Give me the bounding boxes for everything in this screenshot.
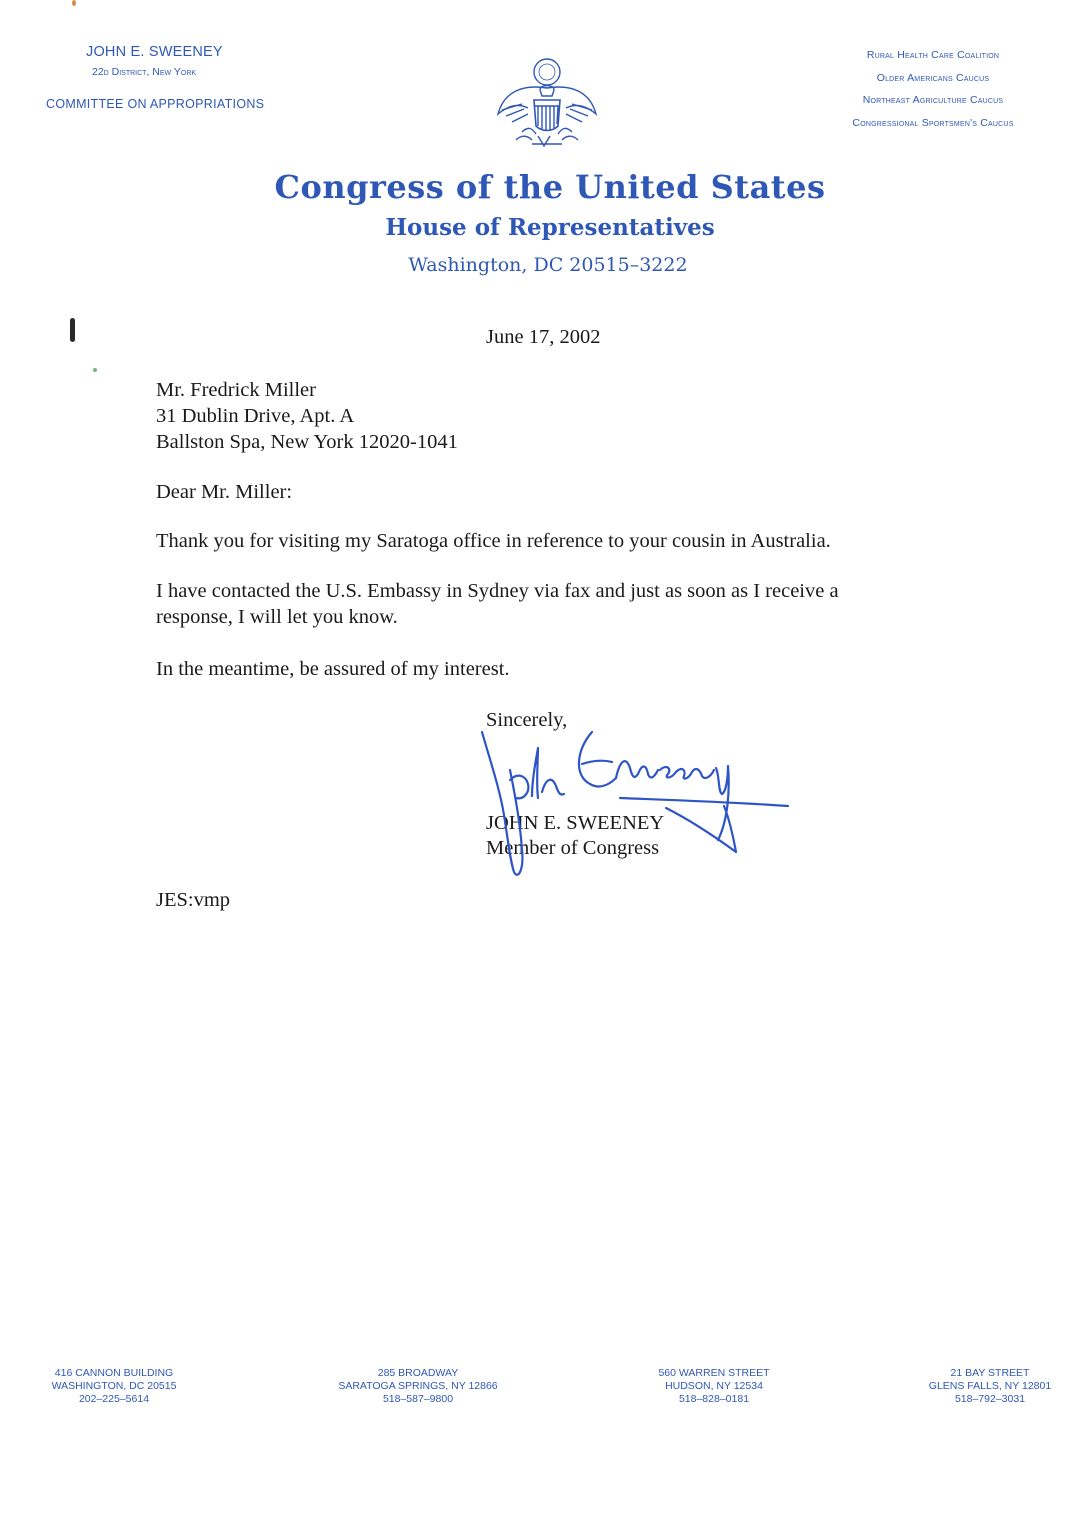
typist-initials: JES:vmp bbox=[156, 889, 231, 911]
footer-office bbox=[14, 1367, 214, 1406]
office-line: 416 CANNON BUILDING bbox=[54, 1367, 174, 1379]
house-title: House of Representatives bbox=[385, 214, 715, 241]
letter-date: June 17, 2002 bbox=[486, 326, 601, 348]
body-paragraph: In the meantime, be assured of my interest. bbox=[156, 658, 510, 680]
congress-title: Congress of the United States bbox=[274, 168, 826, 206]
caucus-item: Congressional Sportsmen's Caucus bbox=[852, 116, 1014, 129]
closing: Sincerely, bbox=[486, 709, 568, 731]
body-paragraph: I have contacted the U.S. Embassy in Sydney via fax and just as soon as I receive a response, I will let you know. bbox=[156, 580, 839, 628]
scan-speck bbox=[72, 0, 76, 6]
letterhead-committee: COMMITTEE ON APPROPRIATIONS bbox=[46, 97, 265, 111]
caucus-list bbox=[813, 44, 1053, 134]
letterhead-district: 22d District, New York bbox=[92, 66, 197, 78]
signer-title: Member of Congress bbox=[486, 837, 660, 859]
footer-office bbox=[614, 1367, 814, 1406]
caucus-item: Older Americans Caucus bbox=[876, 71, 990, 84]
body-paragraph: Thank you for visiting my Saratoga office in reference to your cousin in Australia. bbox=[156, 530, 831, 552]
caucus-item: Rural Health Care Coalition bbox=[866, 49, 1000, 61]
office-line: 285 BROADWAY bbox=[377, 1367, 459, 1379]
scan-speck bbox=[93, 368, 97, 372]
scan-speck bbox=[70, 318, 75, 342]
footer-office bbox=[318, 1367, 518, 1406]
office-line: WASHINGTON, DC 20515 bbox=[51, 1380, 177, 1392]
recipient-street: 31 Dublin Drive, Apt. A bbox=[156, 405, 355, 427]
caucus-item: Northeast Agriculture Caucus bbox=[862, 94, 1004, 106]
letterhead-member-name: JOHN E. SWEENEY bbox=[86, 44, 223, 60]
office-phone: 518–587–9800 bbox=[382, 1393, 454, 1405]
office-line: SARATOGA SPRINGS, NY 12866 bbox=[338, 1380, 498, 1392]
office-line: 560 WARREN STREET bbox=[658, 1367, 770, 1379]
office-line: GLENS FALLS, NY 12801 bbox=[928, 1380, 1052, 1392]
congress-address-line: Washington, DC 20515–3222 bbox=[408, 254, 688, 276]
recipient-address bbox=[156, 377, 458, 455]
salutation: Dear Mr. Miller: bbox=[156, 481, 293, 503]
office-phone: 518–792–3031 bbox=[954, 1393, 1026, 1405]
office-line: HUDSON, NY 12534 bbox=[665, 1380, 763, 1392]
office-line: 21 BAY STREET bbox=[950, 1367, 1030, 1379]
us-great-seal-eagle-icon bbox=[492, 54, 602, 154]
handwritten-signature bbox=[470, 720, 800, 890]
office-phone: 202–225–5614 bbox=[78, 1393, 150, 1405]
footer-office bbox=[890, 1367, 1081, 1406]
signer-name: JOHN E. SWEENEY bbox=[486, 812, 665, 834]
recipient-name: Mr. Fredrick Miller bbox=[156, 379, 316, 401]
recipient-city: Ballston Spa, New York 12020-1041 bbox=[156, 431, 458, 453]
office-phone: 518–828–0181 bbox=[678, 1393, 750, 1405]
